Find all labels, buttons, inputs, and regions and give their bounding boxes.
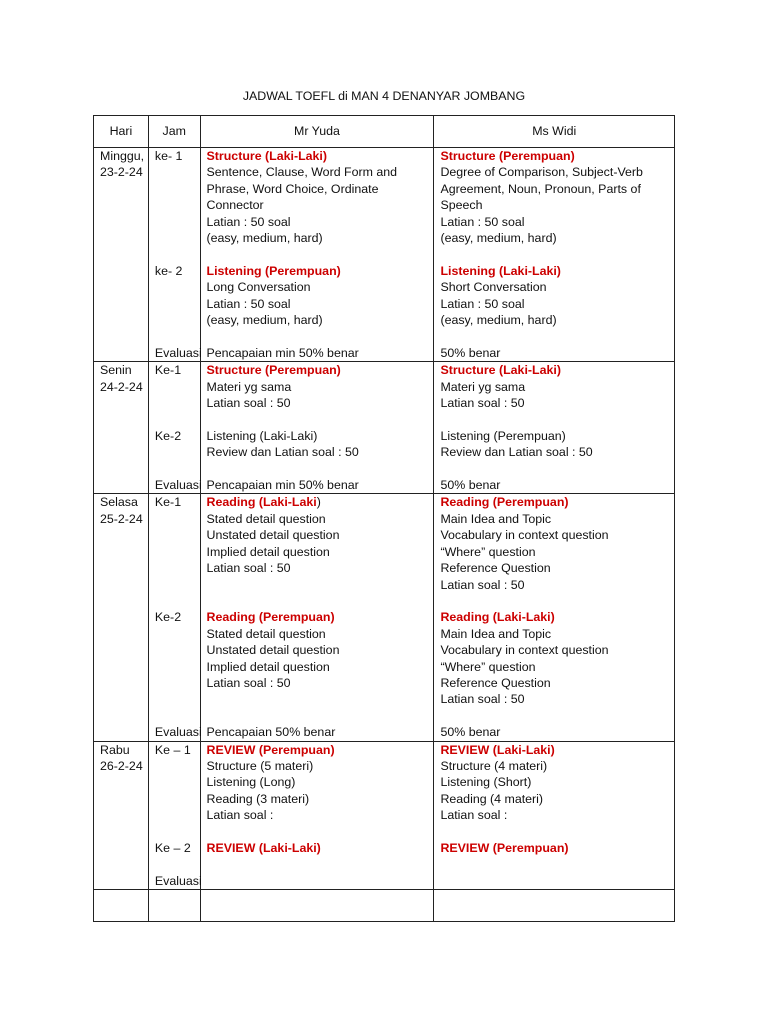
session-heading: REVIEW (Laki-Laki) [206,840,321,855]
session-detail: (easy, medium, hard) [440,313,557,328]
session-1-label: Ke-1 [154,363,182,378]
time-cell [148,148,200,362]
session-detail: Main Idea and Topic [440,511,552,526]
day-date: 23-2-24 [100,165,143,180]
session-2-label: Ke – 2 [154,840,191,855]
day-cell [94,741,149,890]
session-detail: Latian soal : 50 [206,396,291,411]
header-teacher-yuda: Mr Yuda [200,116,434,148]
day-name: Rabu [100,742,130,757]
yuda-cell [200,362,434,494]
yuda-cell [200,494,434,741]
session-detail: Latian soal : [440,808,508,823]
session-heading: Listening (Perempuan) [206,263,341,278]
session-detail: (easy, medium, hard) [206,231,323,246]
session-detail: Latian : 50 soal [206,214,291,229]
widi-cell [434,148,675,362]
session-detail: “Where” question [440,544,536,559]
session-detail: Stated detail question [206,626,326,641]
widi-cell [434,494,675,741]
session-detail: Main Idea and Topic [440,626,552,641]
session-detail: Connector [206,198,264,213]
session-2-label: ke- 2 [154,263,183,278]
session-heading-tail: ) [316,495,321,510]
evaluation-label: Evaluasi [154,478,202,493]
table-row-selasa [94,494,675,741]
session-heading: Structure (Laki-Laki) [206,149,328,163]
table-row-minggu [94,148,675,362]
evaluation-label: Evaluasi [154,724,202,739]
evaluation-text: Pencapaian min 50% benar [206,478,359,493]
day-date: 25-2-24 [100,511,143,526]
session-2-label: Ke-2 [154,610,182,625]
session-heading: REVIEW (Perempuan) [440,840,569,855]
session-detail: Listening (Long) [206,775,296,790]
table-row-rabu [94,741,675,890]
day-name: Senin [100,363,132,378]
yuda-cell [200,741,434,890]
evaluation-text: 50% benar [440,725,501,740]
session-detail: Vocabulary in context question [440,528,609,543]
yuda-cell [200,148,434,362]
session-detail: Review dan Latian soal : 50 [440,445,593,460]
time-cell [148,362,200,494]
evaluation-label: Evaluasi [154,873,202,888]
widi-cell [434,741,675,890]
day-cell [94,148,149,362]
session-detail: Structure (4 materi) [440,758,548,773]
session-detail: Latian : 50 soal [440,296,525,311]
session-detail: Reading (4 materi) [440,791,544,806]
time-cell [148,741,200,890]
evaluation-text: 50% benar [440,345,501,360]
session-detail: Vocabulary in context question [440,643,609,658]
session-heading: Reading (Laki-Laki [206,495,317,510]
session-detail: Latian soal : 50 [206,561,291,576]
empty-cell [148,890,200,922]
session-detail: Listening (Laki-Laki) [206,428,318,443]
session-detail: Latian soal : 50 [440,577,525,592]
session-detail: Unstated detail question [206,528,340,543]
session-detail: (easy, medium, hard) [206,313,323,328]
day-name: Selasa [100,495,138,510]
session-detail: Review dan Latian soal : 50 [206,445,359,460]
day-date: 24-2-24 [100,379,143,394]
session-detail: Phrase, Word Choice, Ordinate [206,181,379,196]
session-1-label: Ke-1 [154,495,182,510]
session-detail: Reference Question [440,561,551,576]
empty-row [94,890,675,922]
session-detail: Latian : 50 soal [440,214,525,229]
table-header-row [94,116,675,148]
session-detail: Sentence, Clause, Word Form and [206,165,398,180]
session-2-label: Ke-2 [154,428,182,443]
evaluation-text: Pencapaian 50% benar [206,725,336,740]
session-heading: Reading (Perempuan) [440,495,569,510]
session-detail: Materi yg sama [440,379,526,394]
session-detail: Degree of Comparison, Subject-Verb [440,165,643,180]
session-detail: Speech [440,198,483,213]
evaluation-text: Pencapaian min 50% benar [206,345,359,360]
session-detail: Listening (Perempuan) [440,428,566,443]
session-heading: Reading (Perempuan) [206,610,335,625]
header-day: Hari [94,116,149,148]
session-detail: (easy, medium, hard) [440,231,557,246]
document-title: JADWAL TOEFL di MAN 4 DENANYAR JOMBANG [242,89,526,103]
session-detail: Materi yg sama [206,379,292,394]
session-detail: Unstated detail question [206,643,340,658]
session-detail: Structure (5 materi) [206,758,314,773]
session-detail: “Where” question [440,659,536,674]
session-detail: Latian soal : 50 [206,675,291,690]
session-heading-line [207,494,430,510]
session-1-label: Ke – 1 [154,742,191,757]
session-detail: Implied detail question [206,544,330,559]
session-detail: Reading (3 materi) [206,791,310,806]
session-1-label: ke- 1 [154,149,183,163]
session-detail: Latian soal : 50 [440,396,525,411]
empty-cell [200,890,434,922]
session-heading: REVIEW (Laki-Laki) [440,742,555,757]
evaluation-label: Evaluasi [154,345,202,360]
session-detail: Latian soal : 50 [440,692,525,707]
session-detail: Long Conversation [206,280,311,295]
session-detail: Implied detail question [206,659,330,674]
day-name: Minggu, [100,149,145,163]
day-cell [94,494,149,741]
session-heading: Structure (Laki-Laki) [440,363,561,378]
day-date: 26-2-24 [100,758,143,773]
header-teacher-widi: Ms Widi [434,116,675,148]
session-detail: Reference Question [440,675,551,690]
schedule-table [93,115,675,922]
empty-cell [434,890,675,922]
session-detail: Agreement, Noun, Pronoun, Parts of [440,181,641,196]
empty-cell [94,890,149,922]
table-row-senin [94,362,675,494]
session-detail: Listening (Short) [440,775,532,790]
day-cell [94,362,149,494]
widi-cell [434,362,675,494]
session-detail: Short Conversation [440,280,547,295]
time-cell [148,494,200,741]
session-detail: Latian soal : [206,808,274,823]
session-detail: Stated detail question [206,511,326,526]
header-time: Jam [148,116,200,148]
session-heading: REVIEW (Perempuan) [206,742,335,757]
session-heading: Structure (Perempuan) [440,149,575,163]
session-heading: Structure (Perempuan) [206,363,341,378]
evaluation-text: 50% benar [440,478,501,493]
session-heading: Listening (Laki-Laki) [440,263,561,278]
session-detail: Latian : 50 soal [206,296,291,311]
session-heading: Reading (Laki-Laki) [440,610,555,625]
